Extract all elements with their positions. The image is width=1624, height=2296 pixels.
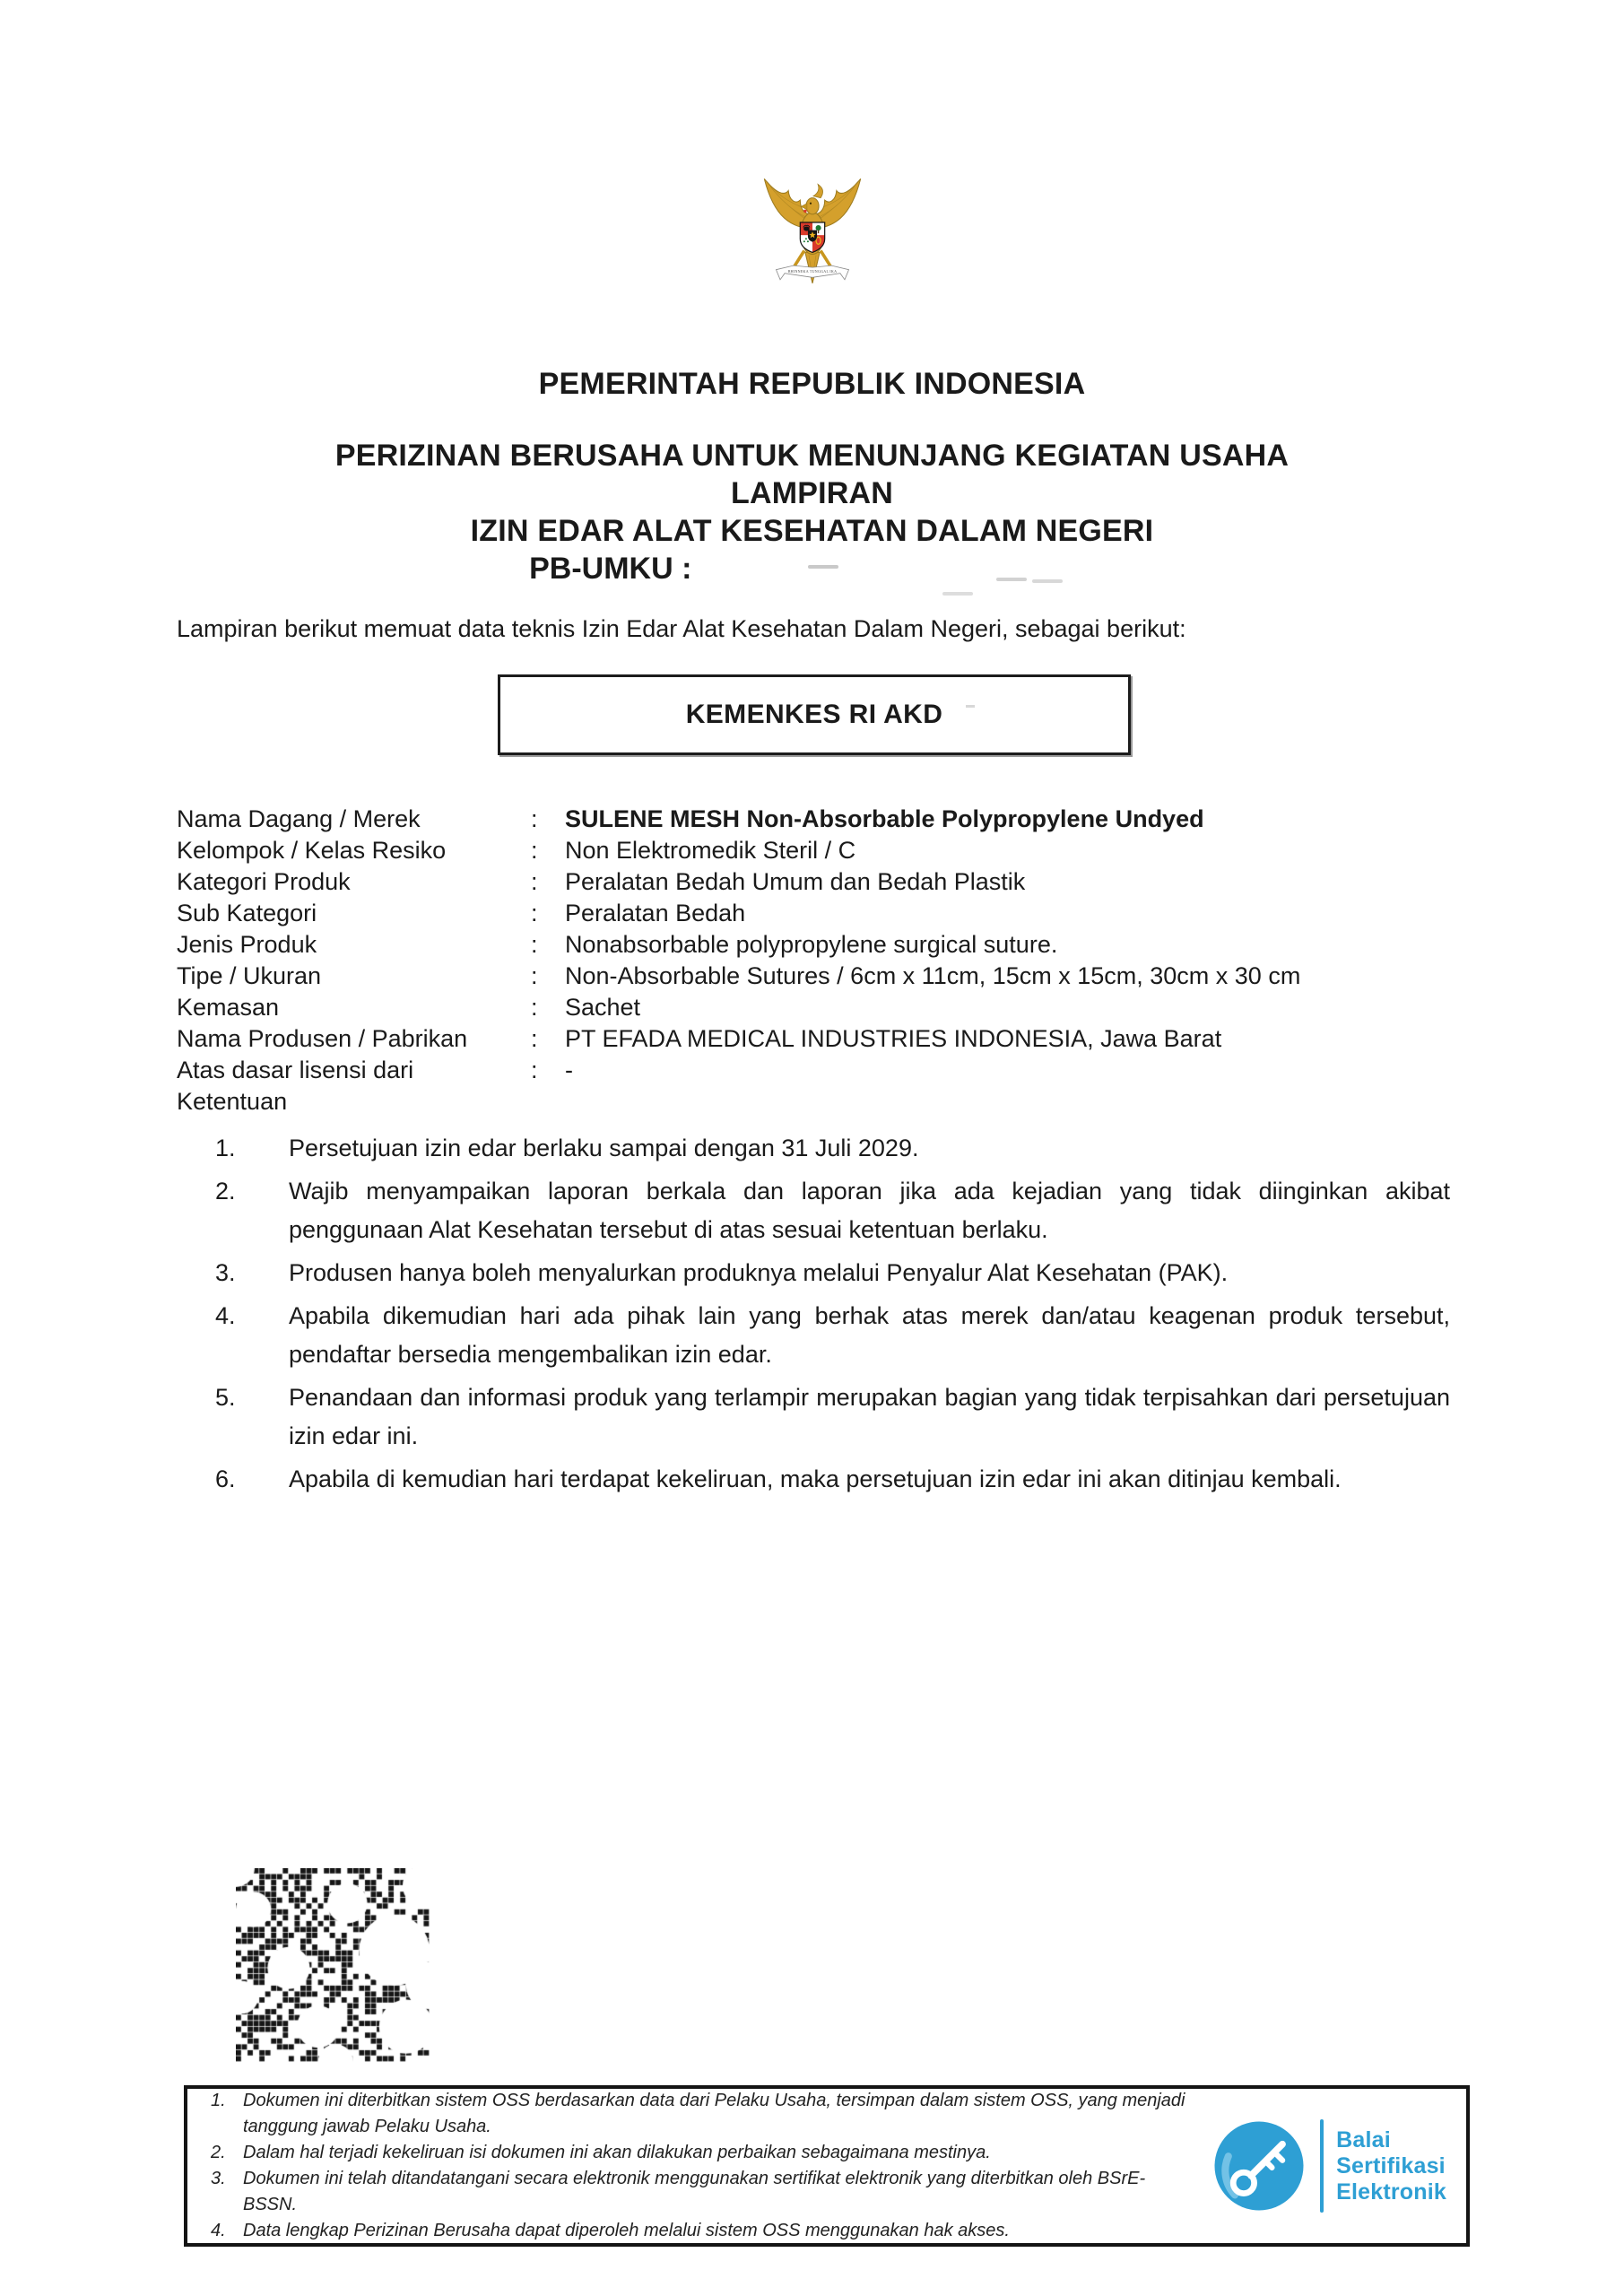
detail-value: Non-Absorbable Sutures / 6cm x 11cm, 15cm x 15cm, 30cm x 30 cm: [565, 962, 1301, 989]
detail-colon: :: [531, 868, 538, 895]
detail-row-lisensi: [177, 1055, 1450, 1086]
footer-note: [211, 2218, 1194, 2244]
detail-label: Jenis Produk: [177, 931, 317, 958]
detail-colon: :: [531, 1025, 538, 1052]
pb-umku-redacted-number: [700, 551, 1095, 587]
ketentuan-list: [177, 1129, 1450, 1499]
document-title-line2: LAMPIRAN: [730, 476, 894, 510]
note-text: Dokumen ini telah ditandatangani secara elektronik menggunakan sertifikat elektronik yang diterbitkan oleh BSrE-BSSN.: [243, 2169, 1146, 2214]
intro-text: Lampiran berikut memuat data teknis Izin Edar Alat Kesehatan Dalam Negeri, sebagai berikut:: [177, 615, 1186, 642]
item-text: Persetujuan izin edar berlaku sampai dengan 31 Juli 2029.: [289, 1135, 919, 1161]
detail-row-kemasan: [177, 992, 1450, 1023]
government-title: PEMERINTAH REPUBLIK INDONESIA: [538, 367, 1086, 401]
ketentuan-heading-row: [177, 1086, 1450, 1118]
footer-disclaimer-box: [184, 2085, 1470, 2247]
detail-row-kelompok: [177, 835, 1450, 866]
detail-row-jenis-produk: [177, 929, 1450, 961]
note-text: Data lengkap Perizinan Berusaha dapat diperoleh melalui sistem OSS menggunakan hak akses.: [243, 2221, 1010, 2240]
ketentuan-item: [215, 1129, 1450, 1168]
item-text: Produsen hanya boleh menyalurkan produknya melalui Penyalur Alat Kesehatan (PAK).: [289, 1259, 1229, 1286]
document-title-line3: IZIN EDAR ALAT KESEHATAN DALAM NEGERI: [470, 514, 1154, 548]
ketentuan-item: [215, 1460, 1450, 1499]
ketentuan-item: [215, 1378, 1450, 1456]
detail-label: Sub Kategori: [177, 900, 317, 926]
detail-value: Peralatan Bedah Umum dan Bedah Plastik: [565, 868, 1026, 895]
key-icon: [1211, 2118, 1307, 2214]
item-number: 4.: [215, 1302, 236, 1329]
ketentuan-heading: Ketentuan: [177, 1088, 288, 1115]
garuda-pancasila-emblem: [744, 147, 881, 304]
note-number: 1.: [211, 2091, 226, 2110]
pb-umku-row: [0, 551, 1624, 587]
item-number: 6.: [215, 1465, 236, 1492]
footer-notes: [211, 2088, 1194, 2244]
pb-umku-label: PB-UMKU :: [529, 552, 700, 586]
detail-label: Kelompok / Kelas Resiko: [177, 837, 447, 864]
item-number: 2.: [215, 1178, 236, 1205]
detail-colon: :: [531, 805, 538, 832]
detail-row-kategori: [177, 866, 1450, 898]
garuda-emblem-icon: [744, 147, 881, 300]
bse-logo: [1211, 2118, 1446, 2214]
ketentuan-item: [215, 1297, 1450, 1374]
item-text: Wajib menyampaikan laporan berkala dan laporan jika ada kejadian yang tidak diinginkan akibat penggunaan Alat Kesehatan tersebut di atas sesuai ketentuan berlaku.: [289, 1178, 1450, 1243]
note-number: 2.: [211, 2143, 226, 2162]
certificate-box: [498, 674, 1131, 755]
detail-value: Peralatan Bedah: [565, 900, 746, 926]
detail-row-produsen: [177, 1023, 1450, 1055]
detail-label: Tipe / Ukuran: [177, 962, 322, 989]
note-text: Dalam hal terjadi kekeliruan isi dokumen ini akan dilakukan perbaikan sebagaimana mestinya.: [243, 2143, 991, 2162]
logo-line: Elektronik: [1336, 2179, 1446, 2205]
qr-code: [236, 1868, 430, 2062]
detail-label: Kategori Produk: [177, 868, 351, 895]
certificate-title: KEMENKES RI AKD: [685, 700, 943, 729]
footer-note: [211, 2140, 1194, 2166]
note-number: 3.: [211, 2169, 226, 2188]
detail-row-tipe-ukuran: [177, 961, 1450, 992]
ketentuan-item: [215, 1254, 1450, 1292]
item-text: Penandaan dan informasi produk yang terlampir merupakan bagian yang tidak terpisahkan dari persetujuan izin edar ini.: [289, 1384, 1450, 1449]
detail-colon: :: [531, 900, 538, 926]
detail-colon: :: [531, 962, 538, 989]
item-number: 5.: [215, 1384, 236, 1411]
detail-label: Nama Dagang / Merek: [177, 805, 421, 832]
svg-text:BHINNEKA TUNGGAL IKA: BHINNEKA TUNGGAL IKA: [787, 269, 837, 274]
document-title-line1: PERIZINAN BERUSAHA UNTUK MENUNJANG KEGIATAN USAHA: [334, 439, 1290, 473]
logo-line: Sertifikasi: [1336, 2152, 1446, 2179]
detail-label: Kemasan: [177, 994, 280, 1021]
note-text: Dokumen ini diterbitkan sistem OSS berdasarkan data dari Pelaku Usaha, tersimpan dalam sistem OSS, yang menjadi tanggung jawab Pelaku Usaha.: [243, 2091, 1185, 2136]
detail-value: Non Elektromedik Steril / C: [565, 837, 856, 864]
detail-colon: :: [531, 931, 538, 958]
logo-line: Balai: [1336, 2126, 1391, 2152]
item-text: Apabila dikemudian hari ada pihak lain yang berhak atas merek dan/atau keagenan produk tersebut, pendaftar bersedia mengembalikan izin edar.: [289, 1302, 1450, 1368]
item-text: Apabila di kemudian hari terdapat kekeliruan, maka persetujuan izin edar ini akan ditinjau kembali.: [289, 1465, 1342, 1492]
detail-row-nama-dagang: [177, 804, 1450, 835]
logo-divider: [1320, 2119, 1324, 2213]
detail-row-sub-kategori: [177, 898, 1450, 929]
footer-note: [211, 2088, 1194, 2140]
detail-value: -: [565, 1057, 573, 1083]
detail-value: PT EFADA MEDICAL INDUSTRIES INDONESIA, Jawa Barat: [565, 1025, 1222, 1052]
note-number: 4.: [211, 2221, 226, 2240]
detail-colon: :: [531, 837, 538, 864]
item-number: 1.: [215, 1135, 236, 1161]
item-number: 3.: [215, 1259, 236, 1286]
footer-note: [211, 2166, 1194, 2218]
detail-colon: :: [531, 1057, 538, 1083]
detail-value: Nonabsorbable polypropylene surgical suture.: [565, 931, 1058, 958]
detail-label: Nama Produsen / Pabrikan: [177, 1025, 468, 1052]
technical-details: [177, 804, 1450, 1503]
detail-label: Atas dasar lisensi dari: [177, 1057, 414, 1083]
detail-value: SULENE MESH Non-Absorbable Polypropylene Undyed: [565, 805, 1204, 832]
detail-value: Sachet: [565, 994, 641, 1021]
detail-colon: :: [531, 994, 538, 1021]
ketentuan-item: [215, 1172, 1450, 1249]
logo-wordmark: [1336, 2127, 1446, 2205]
